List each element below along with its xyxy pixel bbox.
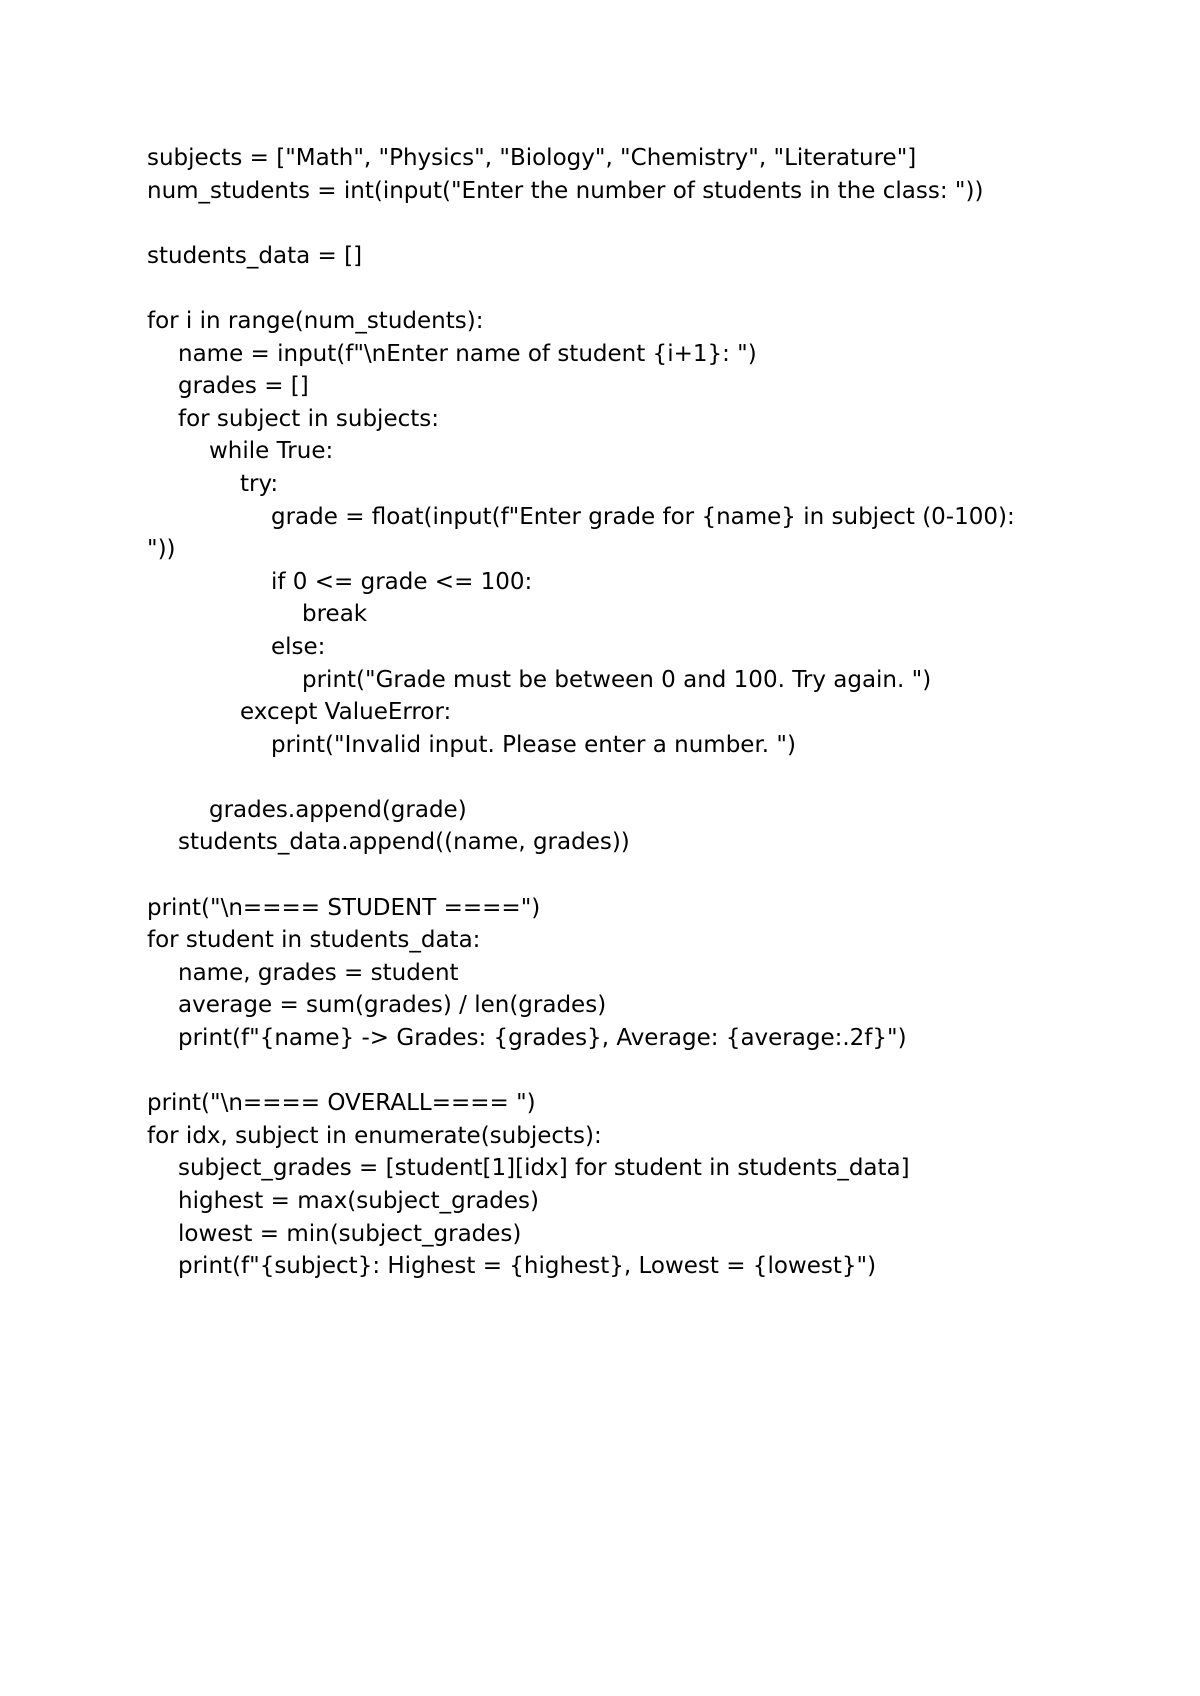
code-line: average = sum(grades) / len(grades) — [178, 992, 607, 1019]
code-line: subject_grades = [student[1][idx] for student in students_data] — [178, 1155, 910, 1182]
code-line: highest = max(subject_grades) — [178, 1188, 539, 1214]
code-line: for subject in subjects: — [178, 405, 439, 432]
code-line: break — [302, 601, 368, 628]
code-line: for idx, subject in enumerate(subjects): — [147, 1122, 602, 1149]
code-line: num_students = int(input("Enter the number of students in the class: ")) — [147, 177, 984, 204]
code-line: print(f"{subject}: Highest = {highest}, Lowest = {lowest}") — [178, 1253, 877, 1280]
blank-line — [147, 272, 1107, 305]
code-line: print("\n==== OVERALL==== ") — [147, 1090, 536, 1117]
code-line: subjects = ["Math", "Physics", "Biology", "Chemistry", "Literature"] — [147, 145, 917, 171]
code-line: for i in range(num_students): — [147, 307, 484, 334]
code-line: for student in students_data: — [147, 927, 481, 954]
code-line: while True: — [209, 438, 334, 465]
code-line: if 0 <= grade <= 100: — [271, 568, 533, 595]
code-line: name = input(f"\nEnter name of student {i+1}: ") — [178, 340, 757, 367]
code-line: print("Invalid input. Please enter a number. ") — [271, 731, 796, 758]
code-line: grades.append(grade) — [209, 796, 467, 823]
code-line: print("\n==== STUDENT ====") — [147, 894, 541, 921]
code-line: name, grades = student — [178, 959, 459, 986]
code-line-wrap: ")) — [147, 536, 176, 563]
blank-line — [147, 1055, 1107, 1088]
code-line: students_data = [] — [147, 242, 363, 269]
code-listing — [147, 142, 1107, 1283]
code-line: else: — [271, 633, 326, 660]
code-line: students_data.append((name, grades)) — [178, 829, 630, 856]
code-line: lowest = min(subject_grades) — [178, 1220, 522, 1247]
blank-line — [147, 859, 1107, 892]
code-line: grades = [] — [178, 373, 309, 400]
code-line: try: — [240, 470, 279, 497]
code-line: grade = float(input(f"Enter grade for {name} in subject (0-100): — [271, 503, 1015, 530]
blank-line — [147, 761, 1107, 794]
code-line: print(f"{name} -> Grades: {grades}, Average: {average:.2f}") — [178, 1025, 907, 1052]
code-line: print("Grade must be between 0 and 100. Try again. ") — [302, 666, 932, 693]
blank-line — [147, 207, 1107, 240]
code-line: except ValueError: — [240, 699, 452, 726]
